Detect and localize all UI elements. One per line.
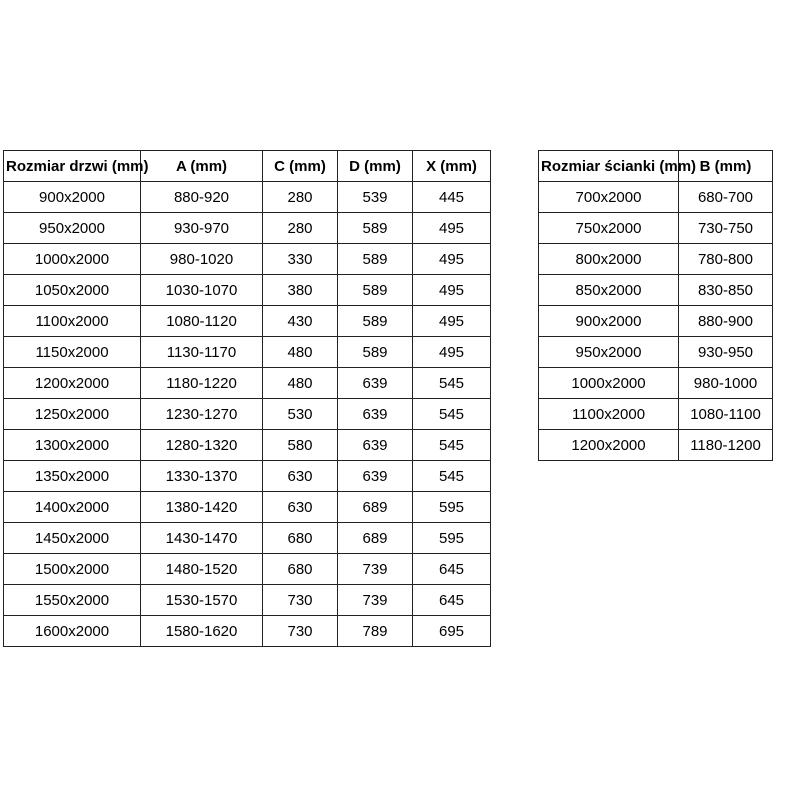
table-cell: 1550x2000 (4, 585, 141, 616)
column-header: A (mm) (141, 151, 263, 182)
table-cell: 639 (338, 430, 413, 461)
table-row (4, 213, 491, 244)
table-cell: 1000x2000 (539, 368, 679, 399)
table-cell: 380 (263, 275, 338, 306)
table-cell: 950x2000 (4, 213, 141, 244)
table-cell: 1330-1370 (141, 461, 263, 492)
column-header: D (mm) (338, 151, 413, 182)
table-cell: 930-950 (679, 337, 773, 368)
wall-size-table (538, 150, 773, 461)
table-cell: 595 (413, 523, 491, 554)
table-cell: 495 (413, 275, 491, 306)
table-row (539, 182, 773, 213)
table-cell: 645 (413, 554, 491, 585)
table-row (4, 461, 491, 492)
table-cell: 680 (263, 554, 338, 585)
table-cell: 830-850 (679, 275, 773, 306)
table-cell: 680-700 (679, 182, 773, 213)
header-row (539, 151, 773, 182)
table-row (4, 492, 491, 523)
table-cell: 1200x2000 (4, 368, 141, 399)
table-cell: 900x2000 (539, 306, 679, 337)
table-cell: 1400x2000 (4, 492, 141, 523)
table-row (539, 337, 773, 368)
column-header: X (mm) (413, 151, 491, 182)
table-row (4, 182, 491, 213)
table-cell: 545 (413, 430, 491, 461)
table-row (539, 275, 773, 306)
table-cell: 645 (413, 585, 491, 616)
table-cell: 545 (413, 368, 491, 399)
table-row (4, 585, 491, 616)
table-cell: 800x2000 (539, 244, 679, 275)
table-cell: 689 (338, 492, 413, 523)
table-cell: 1530-1570 (141, 585, 263, 616)
table-cell: 639 (338, 368, 413, 399)
table-cell: 1130-1170 (141, 337, 263, 368)
table-cell: 1200x2000 (539, 430, 679, 461)
table-cell: 589 (338, 244, 413, 275)
table-cell: 730-750 (679, 213, 773, 244)
door-size-table (3, 150, 491, 647)
table-cell: 730 (263, 616, 338, 647)
table-row (4, 430, 491, 461)
table-cell: 1480-1520 (141, 554, 263, 585)
table-cell: 1250x2000 (4, 399, 141, 430)
table-cell: 1050x2000 (4, 275, 141, 306)
table-cell: 1580-1620 (141, 616, 263, 647)
table-cell: 980-1000 (679, 368, 773, 399)
table-row (539, 306, 773, 337)
table-row (4, 616, 491, 647)
table-cell: 1600x2000 (4, 616, 141, 647)
table-cell: 639 (338, 399, 413, 430)
table-cell: 1100x2000 (539, 399, 679, 430)
table-cell: 1450x2000 (4, 523, 141, 554)
column-header: C (mm) (263, 151, 338, 182)
table-cell: 495 (413, 213, 491, 244)
table-row (4, 399, 491, 430)
table-cell: 900x2000 (4, 182, 141, 213)
table-cell: 530 (263, 399, 338, 430)
table-cell: 280 (263, 213, 338, 244)
table-cell: 880-920 (141, 182, 263, 213)
table-cell: 595 (413, 492, 491, 523)
table-cell: 589 (338, 213, 413, 244)
table-cell: 1080-1100 (679, 399, 773, 430)
table-cell: 739 (338, 585, 413, 616)
table-cell: 980-1020 (141, 244, 263, 275)
table-cell: 1100x2000 (4, 306, 141, 337)
table-row (4, 275, 491, 306)
table-row (4, 554, 491, 585)
table-cell: 480 (263, 368, 338, 399)
table-cell: 330 (263, 244, 338, 275)
table-cell: 680 (263, 523, 338, 554)
column-header: B (mm) (679, 151, 773, 182)
table-row (4, 306, 491, 337)
table-cell: 495 (413, 244, 491, 275)
table-row (4, 368, 491, 399)
table-cell: 445 (413, 182, 491, 213)
table-cell: 1180-1220 (141, 368, 263, 399)
table-cell: 545 (413, 461, 491, 492)
table-cell: 539 (338, 182, 413, 213)
table-row (539, 430, 773, 461)
table-cell: 1000x2000 (4, 244, 141, 275)
table-cell: 695 (413, 616, 491, 647)
wall-table-body (539, 182, 773, 461)
table-cell: 1350x2000 (4, 461, 141, 492)
table-cell: 1300x2000 (4, 430, 141, 461)
table-cell: 739 (338, 554, 413, 585)
table-cell: 1430-1470 (141, 523, 263, 554)
table-cell: 1150x2000 (4, 337, 141, 368)
table-row (539, 213, 773, 244)
table-row (4, 337, 491, 368)
door-table-header (4, 151, 491, 182)
table-cell: 789 (338, 616, 413, 647)
table-cell: 950x2000 (539, 337, 679, 368)
table-cell: 880-900 (679, 306, 773, 337)
table-cell: 630 (263, 461, 338, 492)
table-cell: 430 (263, 306, 338, 337)
table-cell: 700x2000 (539, 182, 679, 213)
table-cell: 545 (413, 399, 491, 430)
table-cell: 280 (263, 182, 338, 213)
table-cell: 750x2000 (539, 213, 679, 244)
table-row (539, 244, 773, 275)
table-cell: 1080-1120 (141, 306, 263, 337)
table-cell: 850x2000 (539, 275, 679, 306)
table-cell: 1030-1070 (141, 275, 263, 306)
wall-table-header (539, 151, 773, 182)
table-cell: 780-800 (679, 244, 773, 275)
table-cell: 1500x2000 (4, 554, 141, 585)
table-row (4, 523, 491, 554)
table-cell: 495 (413, 337, 491, 368)
table-cell: 480 (263, 337, 338, 368)
table-cell: 1180-1200 (679, 430, 773, 461)
door-table-body (4, 182, 491, 647)
table-cell: 1380-1420 (141, 492, 263, 523)
table-cell: 730 (263, 585, 338, 616)
table-cell: 630 (263, 492, 338, 523)
table-row (4, 244, 491, 275)
column-header: Rozmiar ścianki (mm) (539, 151, 679, 182)
table-cell: 495 (413, 306, 491, 337)
column-header: Rozmiar drzwi (mm) (4, 151, 141, 182)
table-cell: 580 (263, 430, 338, 461)
table-cell: 589 (338, 275, 413, 306)
table-cell: 1230-1270 (141, 399, 263, 430)
table-cell: 1280-1320 (141, 430, 263, 461)
table-row (539, 368, 773, 399)
table-cell: 639 (338, 461, 413, 492)
table-cell: 930-970 (141, 213, 263, 244)
header-row (4, 151, 491, 182)
table-row (539, 399, 773, 430)
table-cell: 589 (338, 337, 413, 368)
table-cell: 689 (338, 523, 413, 554)
table-cell: 589 (338, 306, 413, 337)
